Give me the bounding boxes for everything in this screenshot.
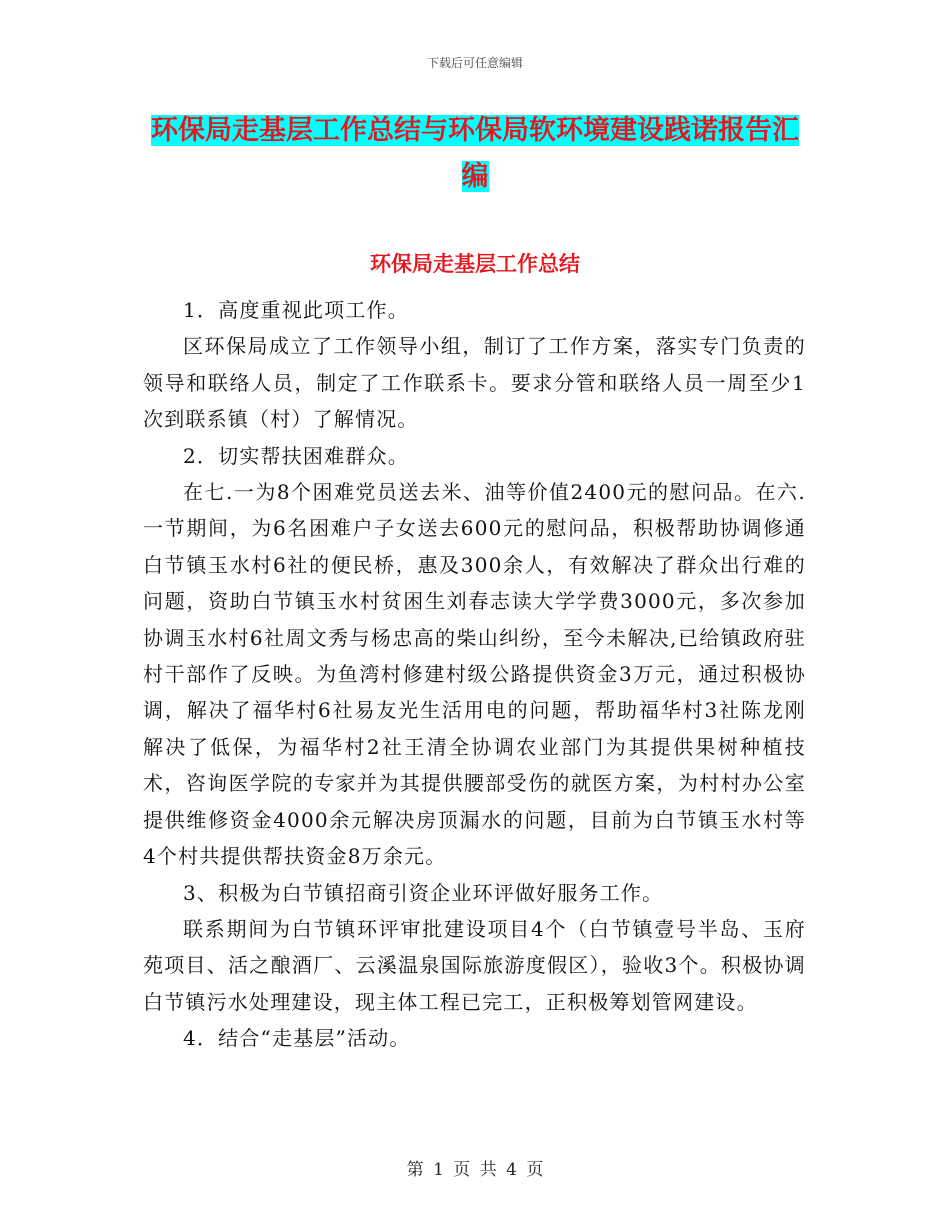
section-title: 环保局走基层工作总结 <box>370 252 580 276</box>
item-heading-1: 1．高度重视此项工作。 <box>183 298 409 322</box>
header-note: 下载后可任意编辑 <box>426 56 523 70</box>
page-footer: 第 1 页 共 4 页 <box>406 1160 544 1180</box>
item-heading-4: 4．结合“走基层”活动。 <box>183 1026 411 1051</box>
document-title-text: 环保局走基层工作总结与环保局软环境建设践诺报告汇编 <box>151 115 799 192</box>
paragraph: 区环保局成立了工作领导小组，制订了工作方案，落实专门负责的领导和联络人员，制定了工作联系卡。要求分管和联络人员一周至少1次到联系镇（村）了解情况。 <box>143 334 806 432</box>
item-heading-2: 2．切实帮扶困难群众。 <box>183 443 409 468</box>
body-text <box>143 292 806 1057</box>
paragraph: 联系期间为白节镇环评审批建设项目4个（白节镇壹号半岛、玉府苑项目、活之酿酒厂、云溪温泉国际旅游度假区），验收3个。积极协调白节镇污水处理建设，现主体工程已完工，正积极筹划管网建设。 <box>143 916 806 1014</box>
paragraph: 在七.一为8个困难党员送去米、油等价值2400元的慰问品。在六.一节期间，为6名困难户子女送去600元的慰问品，积极帮助协调修通白节镇玉水村6社的便民桥，惠及300余人，有效解决了群众出行难的问题，资助白节镇玉水村贫困生刘春志读大学学费3000元，多次参加协调玉水村6社周文秀与杨忠高的柴山纠纷，至今未解决,已给镇政府驻村干部作了反映。为鱼湾村修建村级公路提供资金3万元，通过积极协调，解决了福华村6社易友光生活用电的问题，帮助福华村3社陈龙刚解决了低保，为福华村2社王清全协调农业部门为其提供果树种植技术，咨询医学院的专家并为其提供腰部受伤的就医方案，为村村办公室提供维修资金4000余元解决房顶漏水的问题，目前为白节镇玉水村等4个村共提供帮扶资金8万余元。 <box>143 480 806 869</box>
document-title <box>140 108 810 200</box>
item-heading-3: 3、积极为白节镇招商引资企业环评做好服务工作。 <box>183 880 664 905</box>
